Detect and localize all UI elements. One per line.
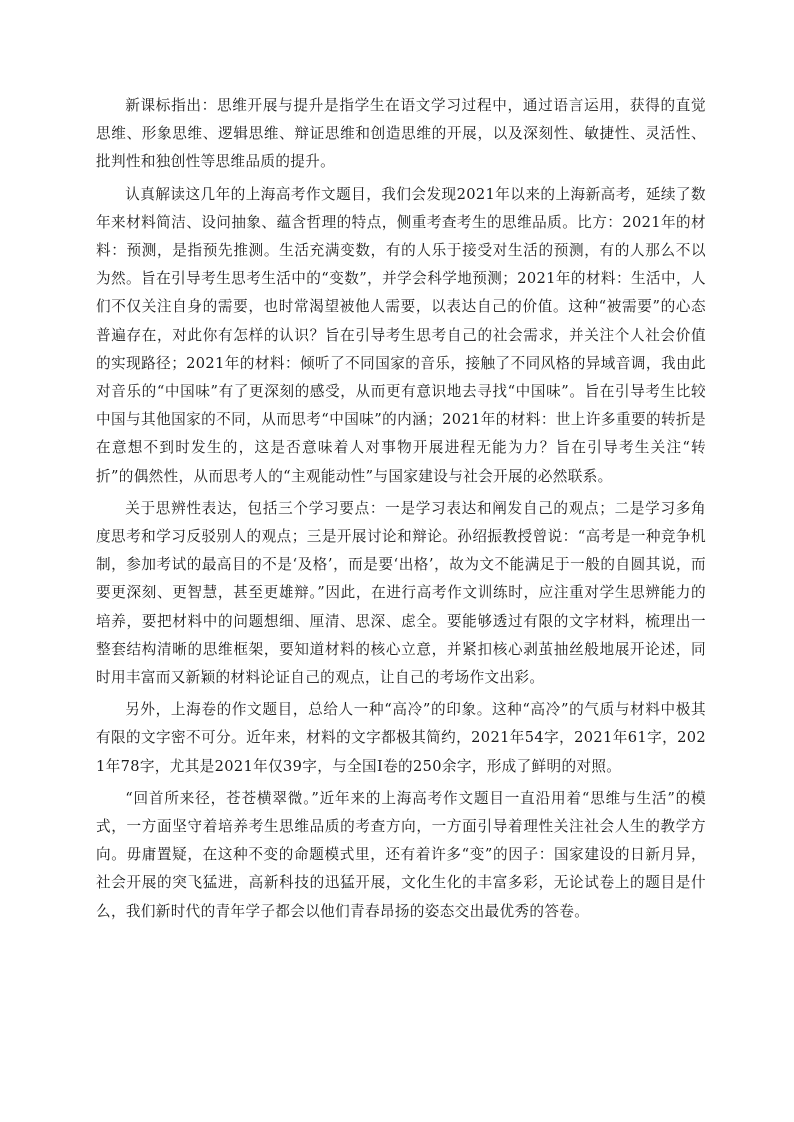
paragraph-shanghai-essay-topics: 认真解读这几年的上海高考作文题目，我们会发现2021年以来的上海新高考，延续了数年来材料简洁、设问抽象、蕴含哲理的特点，侧重考查考生的思维品质。比方：2021年的材料：预测，是指预先推测。生活充满变数，有的人乐于接受对生活的预测，有的人那么不以为然。旨在引导考生思考生活中的“变数”，并学会科学地预测；2021年的材料：生活中，人们不仅关注自身的需要，也时常渴望被他人需要，以表达自己的价值。这种“被需要”的心态普遍存在，对此你有怎样的认识？旨在引导考生思考自己的社会需求，并关注个人社会价值的实现路径；2021年的材料：倾听了不同国家的音乐，接触了不同风格的异域音调，我由此对音乐的“中国味”有了更深刻的感受，从而更有意识地去寻找“中国味”。旨在引导考生比较中国与其他国家的不同，从而思考“中国味”的内涵；2021年的材料：世上许多重要的转折是在意想不到时发生的，这是否意味着人对事物开展进程无能为力？旨在引导考生关注“转折”的偶然性，从而思考人的“主观能动性”与国家建设与社会开展的必然联系。 [96,185,706,485]
paragraph-high-cold-impression: 另外，上海卷的作文题目，总给人一种“高冷”的印象。这种“高冷”的气质与材料中极其有限的文字密不可分。近年来，材料的文字都极其简约，2021年54字，2021年61字，2021年78字，尤其是2021年仅39字，与全国Ⅰ卷的250余字，形成了鲜明的对照。 [96,701,706,775]
paragraph-conclusion: “回首所来径，苍苍横翠微。”近年来的上海高考作文题目一直沿用着“思维与生活”的模式，一方面坚守着培养考生思维品质的考查方向，一方面引导着理性关注社会人生的教学方向。毋庸置疑，在这种不变的命题模式里，还有着许多“变”的因子：国家建设的日新月异，社会开展的突飞猛进，高新科技的迅猛开展，文化生化的丰富多彩，无论试卷上的题目是什么，我们新时代的青年学子都会以他们青春昂扬的姿态交出最优秀的答卷。 [96,789,706,920]
paragraph-critical-expression: 关于思辨性表达，包括三个学习要点：一是学习表达和阐发自己的观点；二是学习多角度思考和学习反驳别人的观点；三是开展讨论和辩论。孙绍振教授曾说：“高考是一种竞争机制，参加考试的最高目的不是‘及格’，而是要‘出格’，故为文不能满足于一般的自圆其说，而要更深刻、更智慧，甚至更雄辩。”因此，在进行高考作文训练时，应注重对学生思辨能力的培养，要把材料中的问题想细、厘清、思深、虑全。要能够透过有限的文字材料，梳理出一整套结构清晰的思维框架，要知道材料的核心立意，并紧扣核心剥茧抽丝般地展开论述，同时用丰富而又新颖的材料论证自己的观点，让自己的考场作文出彩。 [96,499,706,687]
paragraph-new-curriculum: 新课标指出：思维开展与提升是指学生在语文学习过程中，通过语言运用，获得的直觉思维、形象思维、逻辑思维、辩证思维和创造思维的开展，以及深刻性、敏捷性、灵活性、批判性和独创性等思维品质的提升。 [96,97,706,171]
